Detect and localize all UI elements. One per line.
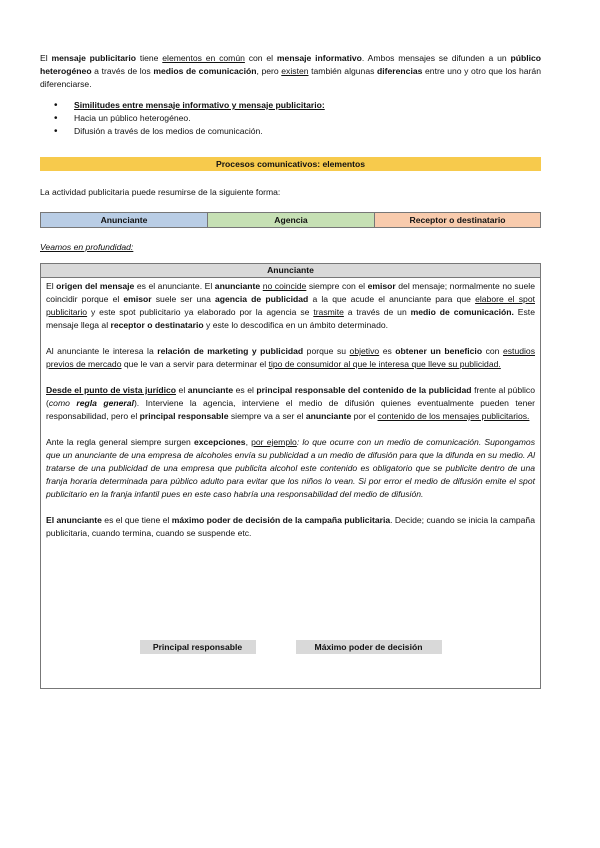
list-item: • Difusión a través de los medios de comunicación. bbox=[74, 125, 541, 138]
text: . Ambos mensajes se difunden a un bbox=[361, 53, 511, 63]
deeper-label bbox=[40, 241, 541, 254]
section-banner: Procesos comunicativos: elementos bbox=[40, 157, 541, 171]
text: también algunas bbox=[308, 66, 378, 76]
bold-text: medios de comunicación bbox=[153, 66, 257, 76]
role-agencia: Agencia bbox=[208, 213, 375, 227]
tag-maximo-poder: Máximo poder de decisión bbox=[296, 640, 442, 654]
text: tiene bbox=[136, 53, 163, 63]
bold-text: mensaje informativo bbox=[276, 53, 362, 63]
summary-tags bbox=[41, 640, 540, 654]
paragraph-legal: Desde el punto de vista jurídico el anunciante es el principal responsable del contenido de la publicidad frente al público (como regla general). Interviene la agencia, interviene el medio de difusión quienes eventualmente pueden tener responsabilidad, pero el principal responsable siempre va a ser el anunciante por el contenido de los mensajes publicitarios. bbox=[46, 385, 535, 421]
text: entre uno y otro que los harán diferenciarse. bbox=[40, 66, 541, 89]
paragraph-interest: Al anunciante le interesa la relación de marketing y publicidad porque su objetivo es obtener un beneficio con estudios previos de mercado que le van a servir para determinar el tipo de consumidor al que le interesa que lleve su publicidad. bbox=[46, 346, 535, 369]
bold-text: mensaje publicitario bbox=[51, 53, 136, 63]
similarities-heading-text: Similitudes entre mensaje informativo y mensaje publicitario: bbox=[74, 100, 325, 110]
text: con el bbox=[244, 53, 277, 63]
summary-line: La actividad publicitaria puede resumirse de la siguiente forma: bbox=[40, 187, 281, 197]
roles-table bbox=[40, 212, 541, 228]
paragraph-decision: El anunciante es el que tiene el máximo poder de decisión de la campaña publicitaria. Decide; cuando se inicia la campaña publicitaria, cuando termina, cuando se suspende etc. bbox=[46, 515, 535, 538]
text: a través de los bbox=[91, 66, 154, 76]
text: El bbox=[40, 53, 52, 63]
tag-principal-responsable: Principal responsable bbox=[140, 640, 256, 654]
document-page bbox=[40, 52, 541, 689]
role-anunciante: Anunciante bbox=[41, 213, 208, 227]
similarities-heading bbox=[74, 99, 541, 112]
list-item: • Hacia un público heterogéneo. bbox=[74, 112, 541, 125]
bold-text: diferencias bbox=[377, 66, 423, 76]
box-title: Anunciante bbox=[41, 264, 540, 278]
intro-paragraph bbox=[40, 52, 541, 91]
underlined-text: elementos en común bbox=[162, 53, 245, 63]
anunciante-box bbox=[40, 263, 541, 689]
paragraph-exceptions: Ante la regla general siempre surgen excepciones, por ejemplo: lo que ocurre con un medio de comunicación. Supongamos que un anunciante de una empresa de alcoholes envía su publicidad a un medio de difusión para que la difunda en su medio. Al tratarse de una publicidad de una empresa que publicita alcohol este contenido es obligatorio que se publicite dentro de una franja horaria determinada para público adulto para evitar que los niños lo vean. Si por error el medio de difusión emite el spot publicitario en la franja infantil pues en este caso habría una responsabilidad del medio de difusión. bbox=[46, 437, 536, 499]
underlined-text: existen bbox=[281, 66, 309, 76]
bold-text: público heterogéneo bbox=[40, 53, 542, 76]
paragraph-origin: El origen del mensaje es el anunciante. El anunciante no coincide siempre con el emisor del mensaje; normalmente no suele coincidir porque el emisor suele ser una agencia de publicidad a la que acude el anunciante para que elabore el spot publicitario y este spot publicitario ya elaborado por la agencia se trasmite a través de un medio de comunicación. Este mensaje llega al receptor o destinatario y este lo descodifica en un ámbito determinado. bbox=[46, 281, 535, 330]
deeper-label-text: Veamos en profundidad: bbox=[40, 242, 134, 252]
text: , pero bbox=[256, 66, 282, 76]
role-receptor: Receptor o destinatario bbox=[375, 213, 540, 227]
box-body bbox=[41, 278, 540, 540]
similarities-list bbox=[40, 99, 541, 138]
